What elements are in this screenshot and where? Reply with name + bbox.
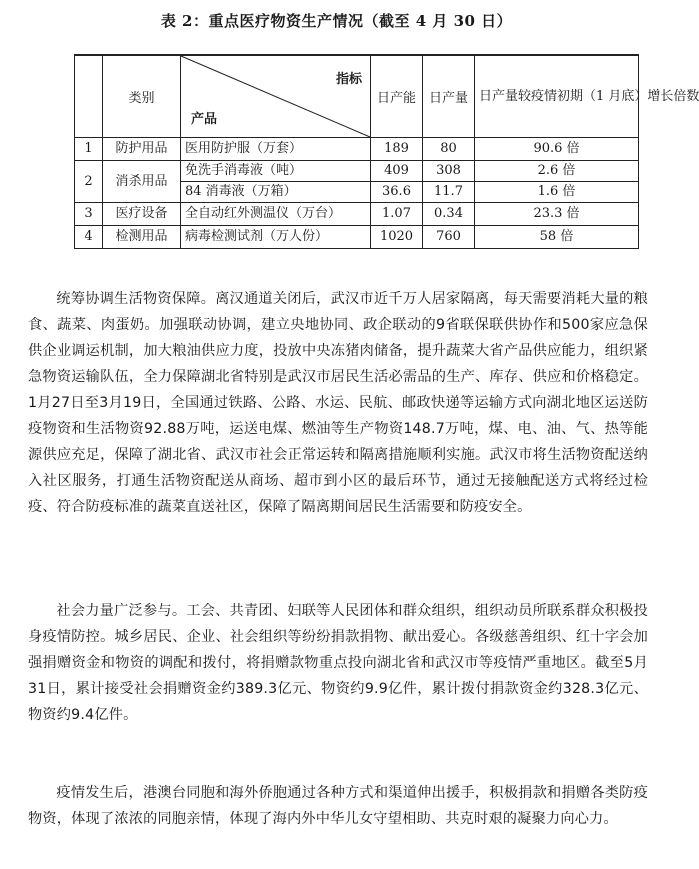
header-category: 类别 bbox=[103, 55, 181, 138]
row-product: 免洗手消毒液（吨） bbox=[181, 161, 371, 182]
table-row bbox=[75, 138, 639, 161]
header-index bbox=[75, 55, 103, 138]
header-capacity: 日产能 bbox=[371, 55, 423, 138]
row-growth: 58 倍 bbox=[475, 226, 639, 249]
row-product: 全自动红外测温仪（万台） bbox=[181, 203, 371, 226]
row-capacity: 189 bbox=[371, 138, 423, 161]
row-category: 医疗设备 bbox=[103, 203, 181, 226]
row-number: 3 bbox=[75, 203, 103, 226]
row-number: 4 bbox=[75, 226, 103, 249]
table-row bbox=[75, 203, 639, 226]
header-product: 产品 bbox=[191, 112, 218, 127]
header-growth: 日产量较疫情初期（1 月底）增长倍数 bbox=[475, 55, 639, 138]
paragraph-living-supplies: 统筹协调生活物资保障。离汉通道关闭后，武汉市近千万人居家隔离，每天需要消耗大量的粮食、蔬菜、肉蛋奶。加强联动协调，建立央地协同、政企联动的9省联保联供协作和500家应急保供企业调运机制，加大粮油供应力度，投放中央冻猪肉储备，提升蔬菜大省产品供应能力，组织紧急物资运输队伍，全力保障湖北省特别是武汉市居民生活必需品的生产、库存、供应和价格稳定。1月27日至3月19日，全国通过铁路、公路、水运、民航、邮政快递等运输方式向湖北地区运送防疫物资和生活物资92.88万吨，运送电煤、燃油等生产物资148.7万吨，煤、电、油、气、热等能源供应充足，保障了湖北省、武汉市社会正常运转和隔离措施顺利实施。武汉市将生活物资配送纳入社区服务，打通生活物资配送从商场、超市到小区的最后环节，通过无接触配送方式将经过检疫、符合防疫标准的蔬菜直送社区，保障了隔离期间居民生活需要和防疫安全。 bbox=[28, 291, 648, 515]
production-table bbox=[74, 54, 699, 249]
table-header-row bbox=[75, 55, 639, 138]
row-capacity: 409 bbox=[371, 161, 423, 182]
row-growth: 23.3 倍 bbox=[475, 203, 639, 226]
header-output: 日产量 bbox=[423, 55, 475, 138]
table-caption: 表 2：重点医疗物资生产情况（截至 4 月 30 日） bbox=[160, 12, 513, 30]
row-number: 2 bbox=[75, 161, 103, 203]
row-growth: 2.6 倍 bbox=[475, 161, 639, 182]
row-product: 医用防护服（万套） bbox=[181, 138, 371, 161]
row-product: 84 消毒液（万箱） bbox=[181, 182, 371, 203]
row-output: 11.7 bbox=[423, 182, 475, 203]
paragraph-overseas-support: 疫情发生后，港澳台同胞和海外侨胞通过各种方式和渠道伸出援手，积极捐款和捐赠各类防疫物资，体现了浓浓的同胞亲情，体现了海内外中华儿女守望相助、共克时艰的凝聚力向心力。 bbox=[28, 785, 648, 827]
row-category: 消杀用品 bbox=[103, 161, 181, 203]
row-growth: 1.6 倍 bbox=[475, 182, 639, 203]
row-output: 0.34 bbox=[423, 203, 475, 226]
row-output: 80 bbox=[423, 138, 475, 161]
row-number: 1 bbox=[75, 138, 103, 161]
row-capacity: 36.6 bbox=[371, 182, 423, 203]
row-growth: 90.6 倍 bbox=[475, 138, 639, 161]
header-diagonal-cell bbox=[181, 55, 371, 138]
row-category: 防护用品 bbox=[103, 138, 181, 161]
row-capacity: 1.07 bbox=[371, 203, 423, 226]
paragraph-social-participation: 社会力量广泛参与。工会、共青团、妇联等人民团体和群众组织，组织动员所联系群众积极投身疫情防控。城乡居民、企业、社会组织等纷纷捐款捐物、献出爱心。各级慈善组织、红十字会加强捐赠资金和物资的调配和拨付，将捐赠款物重点投向湖北省和武汉市等疫情严重地区。截至5月31日，累计接受社会捐赠资金约389.3亿元、物资约9.9亿件，累计拨付捐款资金约328.3亿元、物资约9.4亿件。 bbox=[28, 603, 648, 723]
table-row bbox=[75, 161, 639, 182]
row-output: 760 bbox=[423, 226, 475, 249]
row-category: 检测用品 bbox=[103, 226, 181, 249]
header-indicator: 指标 bbox=[335, 72, 362, 87]
row-output: 308 bbox=[423, 161, 475, 182]
row-capacity: 1020 bbox=[371, 226, 423, 249]
row-product: 病毒检测试剂（万人份） bbox=[181, 226, 371, 249]
table-row bbox=[75, 226, 639, 249]
